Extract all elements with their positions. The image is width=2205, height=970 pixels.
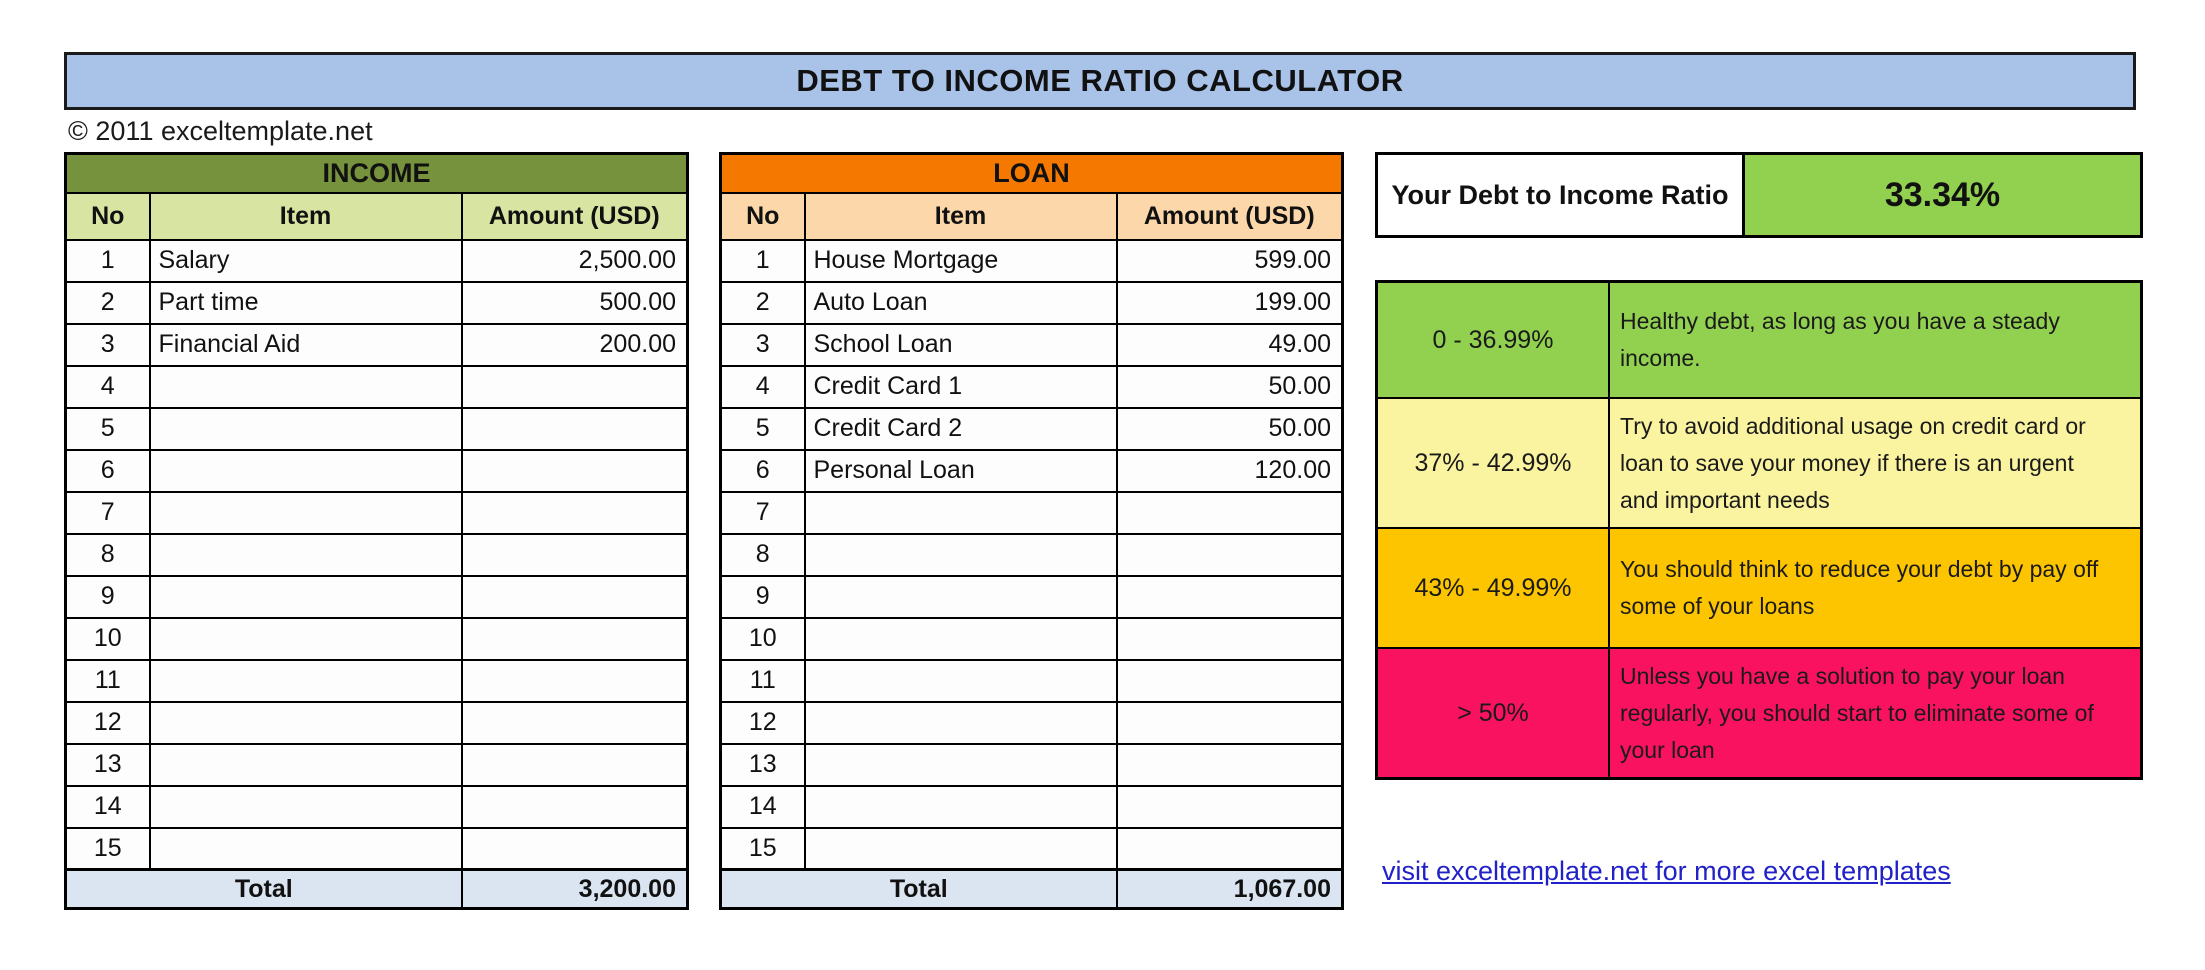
income-amount-cell[interactable] [462,828,688,870]
loan-item-cell[interactable] [805,786,1117,828]
income-amount-cell[interactable] [462,366,688,408]
income-table-row [66,702,688,744]
loan-item-cell[interactable] [805,744,1117,786]
income-total-value: 3,200.00 [462,870,688,909]
loan-amount-cell[interactable] [1117,618,1343,660]
legend-description: Healthy debt, as long as you have a steady income. [1620,308,2060,371]
income-amount-cell[interactable] [462,408,688,450]
loan-table-row [721,240,1343,282]
loan-row-number-cell: 5 [721,408,805,450]
income-row-number-cell: 7 [66,492,150,534]
loan-item-cell[interactable]: Credit Card 1 [805,366,1117,408]
income-amount-cell[interactable] [462,702,688,744]
loan-item-cell[interactable]: Auto Loan [805,282,1117,324]
income-amount-cell[interactable] [462,786,688,828]
income-item-cell[interactable] [150,744,462,786]
loan-row-number-cell: 11 [721,660,805,702]
legend-range: 0 - 36.99% [1378,283,1610,397]
legend-row [1378,647,2140,777]
income-row-number-cell: 15 [66,828,150,870]
loan-amount-cell[interactable]: 120.00 [1117,450,1343,492]
loan-row-number-cell: 15 [721,828,805,870]
income-total-row [66,870,688,909]
loan-amount-cell[interactable]: 599.00 [1117,240,1343,282]
income-table-row [66,660,688,702]
income-table-row [66,492,688,534]
income-row-number-cell: 5 [66,408,150,450]
loan-table-row [721,744,1343,786]
income-table-row [66,240,688,282]
income-amount-cell[interactable] [462,534,688,576]
loan-table-row [721,618,1343,660]
income-table-row [66,576,688,618]
legend-range: 37% - 42.99% [1378,399,1610,527]
loan-item-cell[interactable]: Personal Loan [805,450,1117,492]
income-item-cell[interactable] [150,492,462,534]
loan-row-number-cell: 3 [721,324,805,366]
loan-table-row [721,450,1343,492]
income-table-row [66,786,688,828]
loan-row-number-cell: 13 [721,744,805,786]
loan-item-cell[interactable]: Credit Card 2 [805,408,1117,450]
loan-amount-cell[interactable] [1117,492,1343,534]
loan-table-row [721,282,1343,324]
title-bar [64,52,2136,110]
loan-row-number-cell: 10 [721,618,805,660]
loan-row-number-cell: 6 [721,450,805,492]
loan-row-number-cell: 1 [721,240,805,282]
loan-amount-cell[interactable] [1117,660,1343,702]
loan-amount-cell[interactable] [1117,744,1343,786]
legend-description: Unless you have a solution to pay your loan regularly, you should start to eliminate some of your loan [1620,662,2094,763]
loan-column-header-item: Item [805,193,1117,240]
loan-column-header-no: No [721,193,805,240]
income-amount-cell[interactable]: 500.00 [462,282,688,324]
legend-description: You should think to reduce your debt by pay off some of your loans [1620,556,2099,619]
income-column-header-item: Item [150,193,462,240]
income-item-cell[interactable] [150,576,462,618]
income-amount-cell[interactable] [462,492,688,534]
loan-table [719,152,1344,910]
loan-item-cell[interactable] [805,534,1117,576]
loan-amount-cell[interactable] [1117,702,1343,744]
income-total-label: Total [66,870,462,909]
loan-row-number-cell: 8 [721,534,805,576]
income-table-row [66,282,688,324]
legend-row [1378,283,2140,397]
income-column-header-no: No [66,193,150,240]
income-amount-cell[interactable]: 2,500.00 [462,240,688,282]
loan-item-cell[interactable] [805,576,1117,618]
income-table-row [66,744,688,786]
income-column-header-amount: Amount (USD) [462,193,688,240]
loan-table-title: LOAN [721,154,1343,193]
income-item-cell[interactable] [150,786,462,828]
loan-table-row [721,324,1343,366]
loan-table-row [721,534,1343,576]
income-row-number-cell: 11 [66,660,150,702]
income-item-cell[interactable] [150,408,462,450]
income-row-number-cell: 1 [66,240,150,282]
page-title: DEBT TO INCOME RATIO CALCULATOR [796,63,1404,98]
income-row-number-cell: 3 [66,324,150,366]
ratio-value: 33.34% [1745,155,2140,235]
income-amount-cell[interactable] [462,618,688,660]
copyright-text: © 2011 exceltemplate.net [68,116,373,146]
income-row-number-cell: 13 [66,744,150,786]
loan-table-row [721,660,1343,702]
loan-total-label: Total [721,870,1117,909]
income-item-cell[interactable] [150,366,462,408]
income-table [64,152,689,910]
income-table-row [66,618,688,660]
income-row-number-cell: 10 [66,618,150,660]
income-amount-cell[interactable]: 200.00 [462,324,688,366]
footer-link[interactable]: visit exceltemplate.net for more excel templates [1382,856,1951,886]
loan-row-number-cell: 14 [721,786,805,828]
loan-item-cell[interactable]: School Loan [805,324,1117,366]
loan-table-row [721,702,1343,744]
loan-table-row [721,492,1343,534]
legend-range: 43% - 49.99% [1378,529,1610,647]
income-item-cell[interactable]: Financial Aid [150,324,462,366]
legend-description: Try to avoid additional usage on credit card or loan to save your money if there is an urgent and important needs [1620,412,2086,513]
loan-item-cell[interactable]: House Mortgage [805,240,1117,282]
income-item-cell[interactable] [150,534,462,576]
income-item-cell[interactable] [150,828,462,870]
income-item-cell[interactable] [150,660,462,702]
income-amount-cell[interactable] [462,576,688,618]
income-amount-cell[interactable] [462,660,688,702]
loan-amount-cell[interactable]: 50.00 [1117,408,1343,450]
legend-range: > 50% [1378,649,1610,777]
loan-item-cell[interactable] [805,492,1117,534]
ratio-label: Your Debt to Income Ratio [1378,155,1745,235]
income-row-number-cell: 4 [66,366,150,408]
income-table-row [66,408,688,450]
income-table-row [66,534,688,576]
income-amount-cell[interactable] [462,744,688,786]
loan-item-cell[interactable] [805,828,1117,870]
income-table-title: INCOME [66,154,688,193]
loan-amount-cell[interactable]: 50.00 [1117,366,1343,408]
income-row-number-cell: 14 [66,786,150,828]
loan-column-header-amount: Amount (USD) [1117,193,1343,240]
ratio-box [1375,152,2143,238]
loan-table-row [721,576,1343,618]
loan-item-cell[interactable] [805,660,1117,702]
loan-table-row [721,828,1343,870]
loan-amount-cell[interactable] [1117,786,1343,828]
income-item-cell[interactable] [150,702,462,744]
income-table-row [66,366,688,408]
loan-total-row [721,870,1343,909]
income-item-cell[interactable] [150,450,462,492]
income-table-row [66,324,688,366]
loan-amount-cell[interactable] [1117,828,1343,870]
loan-item-cell[interactable] [805,702,1117,744]
loan-row-number-cell: 2 [721,282,805,324]
income-item-cell[interactable]: Salary [150,240,462,282]
loan-row-number-cell: 9 [721,576,805,618]
income-row-number-cell: 12 [66,702,150,744]
income-row-number-cell: 9 [66,576,150,618]
loan-amount-cell[interactable]: 199.00 [1117,282,1343,324]
loan-amount-cell[interactable]: 49.00 [1117,324,1343,366]
loan-item-cell[interactable] [805,618,1117,660]
loan-table-row [721,366,1343,408]
income-amount-cell[interactable] [462,450,688,492]
loan-row-number-cell: 7 [721,492,805,534]
loan-row-number-cell: 12 [721,702,805,744]
income-table-row [66,828,688,870]
legend-row [1378,527,2140,647]
legend-row [1378,397,2140,527]
loan-table-row [721,408,1343,450]
loan-table-row [721,786,1343,828]
loan-total-value: 1,067.00 [1117,870,1343,909]
income-row-number-cell: 6 [66,450,150,492]
income-row-number-cell: 2 [66,282,150,324]
income-item-cell[interactable] [150,618,462,660]
ratio-legend-table [1375,280,2143,780]
income-row-number-cell: 8 [66,534,150,576]
income-table-row [66,450,688,492]
loan-amount-cell[interactable] [1117,534,1343,576]
income-item-cell[interactable]: Part time [150,282,462,324]
loan-row-number-cell: 4 [721,366,805,408]
loan-amount-cell[interactable] [1117,576,1343,618]
